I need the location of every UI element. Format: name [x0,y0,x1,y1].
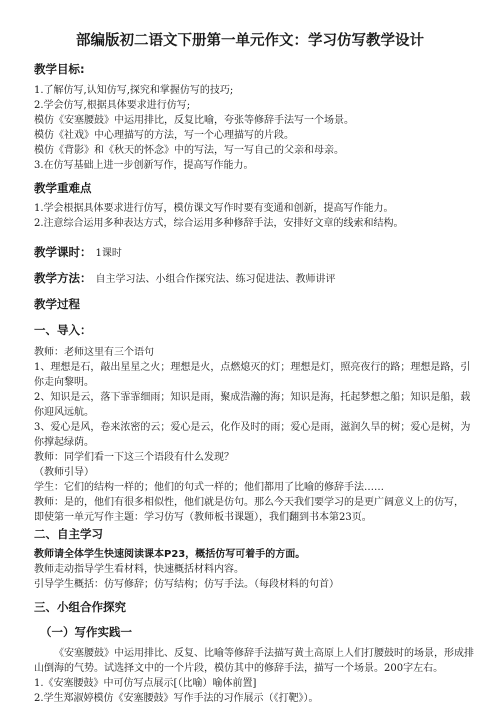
intro-line: 教师：老师这里有三个语句 [34,347,154,358]
group-subsection [34,625,478,640]
goal-line: 2.学会仿写,根据具体要求进行仿写; [34,100,191,111]
intro-line: 教师：是的，他们有很多相似性，他们就是仿句。那么今天我们要学习的是更广阔意义上的仿写， [34,497,464,508]
process-heading: 教学过程 [34,297,80,311]
intro-line: 学生：它们的结构一样的；他们的句式一样的；他们都用了比喻的修辞手法…… [34,482,384,493]
section-process [34,297,478,312]
group-heading: 三、小组合作探究 [34,600,126,614]
hours-heading: 教学课时： [34,245,92,259]
intro-body [34,345,478,525]
group-body [34,646,478,706]
goal-line: 模仿《安塞腰鼓》中运用排比，反复比喻，夸张等修辞手法写一个场景。 [34,115,354,126]
goals-list [34,83,478,173]
goal-line: 1.了解仿写,认知仿写,探究和掌握仿写的技巧; [34,85,234,96]
intro-line: 1、理想是石，敲出星星之火；理想是火，点燃熄灭的灯；理想是灯，照亮夜行的路；理想是路，引 [34,362,471,373]
goal-line: 3.在仿写基础上进一步创新写作，提高写作能力。 [34,160,254,171]
goal-line: 模仿《背影》和《秋天的怀念》中的写法，写一写自己的父亲和母亲。 [34,145,344,156]
intro-line: （教师引导） [34,467,94,478]
methods-value: 自主学习法、小组合作探究法、练习促进法、教师讲评 [95,274,336,285]
section-group [34,600,478,615]
self-study-line: 引导学生概括：仿写修辞；仿写结构；仿写手法。（每段材料的句首） [34,579,339,590]
intro-line: 3、爱心是风，卷来浓密的云；爱心是云，化作及时的雨；爱心是雨，滋润久旱的树；爱心是树，为 [34,422,471,433]
intro-line: 2、知识是云，落下霏霏细雨；知识是雨，聚成浩瀚的海；知识是海，托起梦想之船；知识是船，载 [34,392,471,403]
key-points-heading: 教学重难点 [34,181,92,195]
self-study-body [34,547,478,592]
goals-heading: 教学目标: [34,62,85,76]
section-key-points [34,181,478,196]
group-paragraph-line: 山倒海的气势。试选择文中的一个片段，模仿其中的修辞手法，描写一个场景。200字左右。 [34,663,444,674]
key-point-line: 1.学会根据具体要求进行仿写，模仿课文写作时要有变通和创新，提高写作能力。 [34,203,394,214]
section-intro [34,323,478,338]
intro-line: 教师：同学们看一下这三个语段有什么发现？ [34,452,234,463]
key-points-list [34,201,478,231]
intro-line: 即使第一单元写作主题：学习仿写（教师板书课题），我们翻到书本第23页。 [34,512,372,523]
group-paragraph-line: 《安塞腰鼓》中运用排比、反复、比喻等修辞手法描写黄土高原上人们打腰鼓时的场景，形成排 [54,648,474,659]
intro-line: 你走向黎明。 [34,377,94,388]
group-subheading: （一）写作实践一 [40,625,132,639]
hours-value: 1课时 [95,248,122,259]
self-study-instruction: 教师请全体学生快速阅读课本P23，概括仿写可着手的方面。 [34,549,306,560]
section-self-study [34,527,478,542]
group-line: 1.《安塞腰鼓》中可仿写点展示[（比喻）喻体前置] [34,678,257,689]
intro-line: 你撑起绿荫。 [34,437,94,448]
section-hours [34,245,478,261]
methods-heading: 教学方法： [34,271,92,285]
goal-line: 模仿《社戏》中心理描写的方法，写一个心理描写的片段。 [34,130,294,141]
section-goals [34,62,478,77]
key-point-line: 2.注意综合运用多种表达方式，综合运用多种修辞手法，安排好文章的线索和结构。 [34,218,404,229]
self-study-heading: 二、自主学习 [34,527,103,541]
intro-heading: 一、导入： [34,323,92,337]
section-methods [34,271,478,287]
self-study-line: 教师走动指导学生看材料，快速概括材料内容。 [34,564,244,575]
intro-line: 你迎风远航。 [34,407,94,418]
document-title: 部编版初二语文下册第一单元作文：学习仿写教学设计 [76,33,424,49]
group-line: 2.学生郑淑婷模仿《安塞腰鼓》写作手法的习作展示（《打靶》）。 [34,693,319,704]
